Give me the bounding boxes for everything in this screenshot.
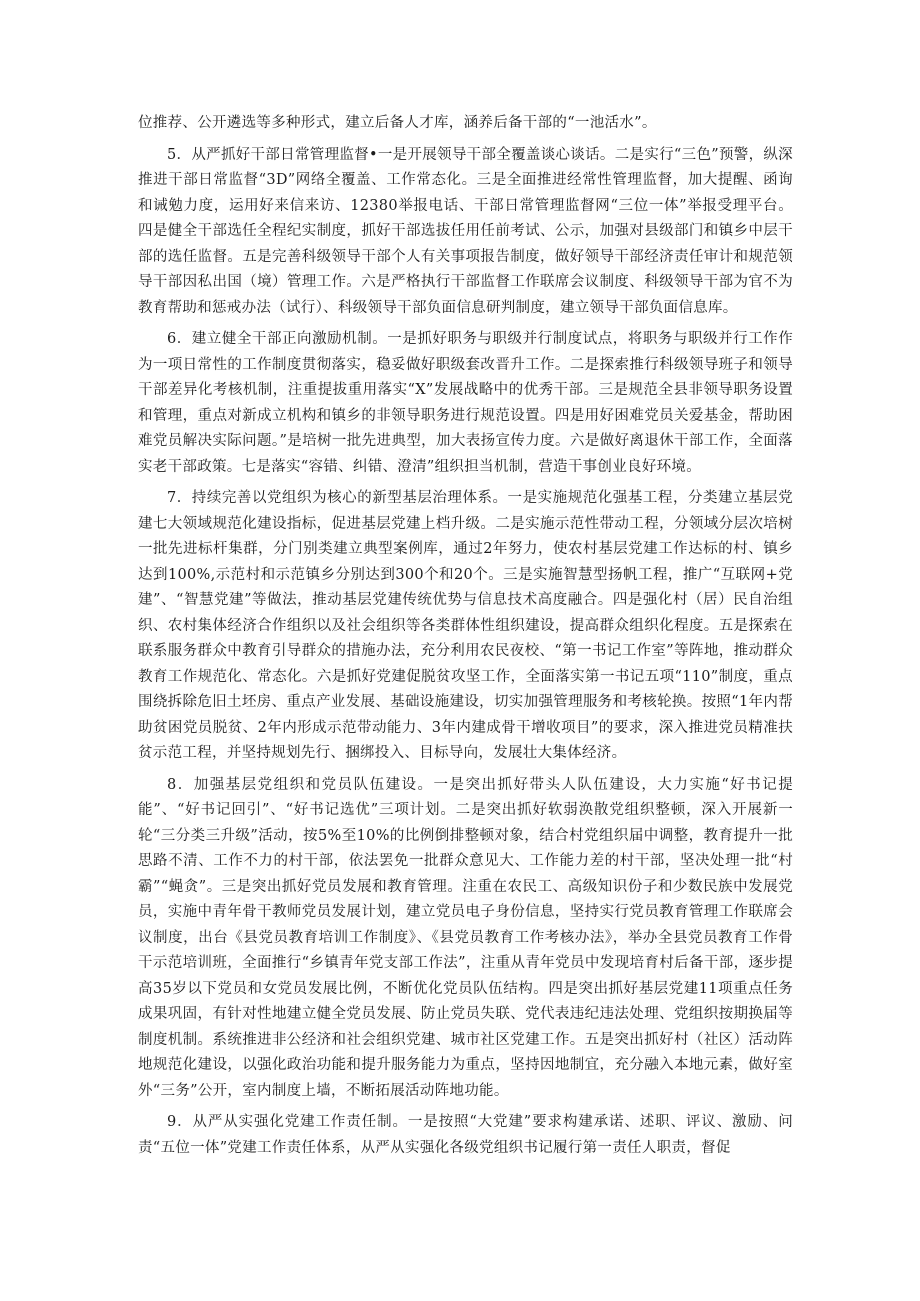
- paragraph-item-6: 6．建立健全干部正向激励机制。一是抓好职务与职级并行制度试点，将职务与职级并行工作作为一项日常性的工作制度贯彻落实，稳妥做好职级套改晋升工作。二是探索推行科级领导班子和领导干部差异化考核机制，注重提拔重用落实“X”发展战略中的优秀干部。三是规范全县非领导职务设置和管理，重点对新成立机构和镇乡的非领导职务进行规范设置。四是用好困难党员关爱基金，帮助困难党员解决实际问题。”是培树一批先进典型，加大表扬宣传力度。六是做好离退休干部工作，全面落实老干部政策。七是落实“容错、纠错、澄清”组织担当机制，营造干事创业良好环境。: [138, 331, 793, 475]
- paragraph-item-7: 7．持续完善以党组织为核心的新型基层治理体系。一是实施规范化强基工程，分类建立基层党建七大领域规范化建设指标，促进基层党建上档升级。二是实施示范性带动工程，分领域分层次培树一批先进标杆集群，分门别类建立典型案例库，通过2年努力，使农村基层党建工作达标的村、镇乡达到100%,示范村和示范镇乡分别达到300个和20个。三是实施智慧型扬帆工程，推广“互联网+党建”、“智慧党建”等做法，推动基层党建传统优势与信息技术高度融合。四是强化村（居）民自治组织、农村集体经济合作组织以及社会组织等各类群体性组织建设，提高群众组织化程度。五是探索在联系服务群众中教育引导群众的措施办法，充分利用农民夜校、“第一书记工作室”等阵地，推动群众教育工作规范化、常态化。六是抓好党建促脱贫攻坚工作，全面落实第一书记五项“110”制度，重点围绕拆除危旧土坯房、重点产业发展、基础设施建设，切实加强管理服务和考核轮换。按照“1年内帮助贫困党员脱贫、2年内形成示范带动能力、3年内建成骨干增收项目”的要求，深入推进党员精准扶贫示范工程，并坚持规划先行、捆绑投入、目标导向，发展壮大集体经济。: [138, 490, 793, 761]
- paragraph-item-8: 8．加强基层党组织和党员队伍建设。一是突出抓好带头人队伍建设，大力实施“好书记提能”、“好书记回引”、“好书记选优”三项计划。二是突出抓好软弱涣散党组织整顿，深入开展新一轮“三分类三升级”活动，按5%至10%的比例倒排整顿对象，结合村党组织届中调整，教育提升一批思路不清、工作不力的村干部，依法罢免一批群众意见大、工作能力差的村干部，坚决处理一批“村霸”“蝇贪”。三是突出抓好党员发展和教育管理。注重在农民工、高级知识份子和少数民族中发展党员，实施中青年骨干教师党员发展计划，建立党员电子身份信息，坚持实行党员教育管理工作联席会议制度，出台《县党员教育培训工作制度》、《县党员教育工作考核办法》，举办全县党员教育工作骨干示范培训班，全面推行“乡镇青年党支部工作法”，注重从青年党员中发现培育村后备干部，逐步提高35岁以下党员和女党员发展比例，不断优化党员队伍结构。四是突出抓好基层党建11项重点任务成果巩固，有针对性地建立健全党员发展、防止党员失联、党代表违纪违法处理、党组织按期换届等制度机制。系统推进非公经济和社会组织党建、城市社区党建工作。五是突出抓好村（社区）活动阵地规范化建设，以强化政治功能和提升服务能力为重点，坚持因地制宜，充分融入本地元素，做好室外“三务”公开，室内制度上墙，不断拓展活动阵地功能。: [138, 776, 793, 1099]
- document-page: [138, 111, 793, 1167]
- paragraph-item-5: 5．从严抓好干部日常管理监督•一是开展领导干部全覆盖谈心谈话。二是实行“三色”预警，纵深推进干部日常监督“3D”网络全覆盖、工作常态化。三是全面推进经常性管理监督，加大提醒、函询和诫勉力度，运用好来信来访、12380举报电话、干部日常管理监督网“三位一体”举报受理平台。四是健全干部选任全程纪实制度，抓好干部选拔任用任前考试、公示，加强对县级部门和镇乡中层干部的选任监督。五是完善科级领导干部个人有关事项报告制度，做好领导干部经济责任审计和规范领导干部因私出国（境）管理工作。六是严格执行干部监督工作联席会议制度、科级领导干部为官不为教育帮助和惩戒办法（试行）、科级领导干部负面信息研判制度，建立领导干部负面信息库。: [138, 146, 793, 316]
- paragraph-item-9: 9．从严从实强化党建工作责任制。一是按照“大党建”要求构建承诺、述职、评议、激励、问责“五位一体”党建工作责任体系，从严从实强化各级党组织书记履行第一责任人职责，督促: [138, 1114, 793, 1156]
- paragraph-continuation: 位推荐、公开遴选等多种形式，建立后备人才库，涵养后备干部的“一池活水”。: [138, 115, 657, 131]
